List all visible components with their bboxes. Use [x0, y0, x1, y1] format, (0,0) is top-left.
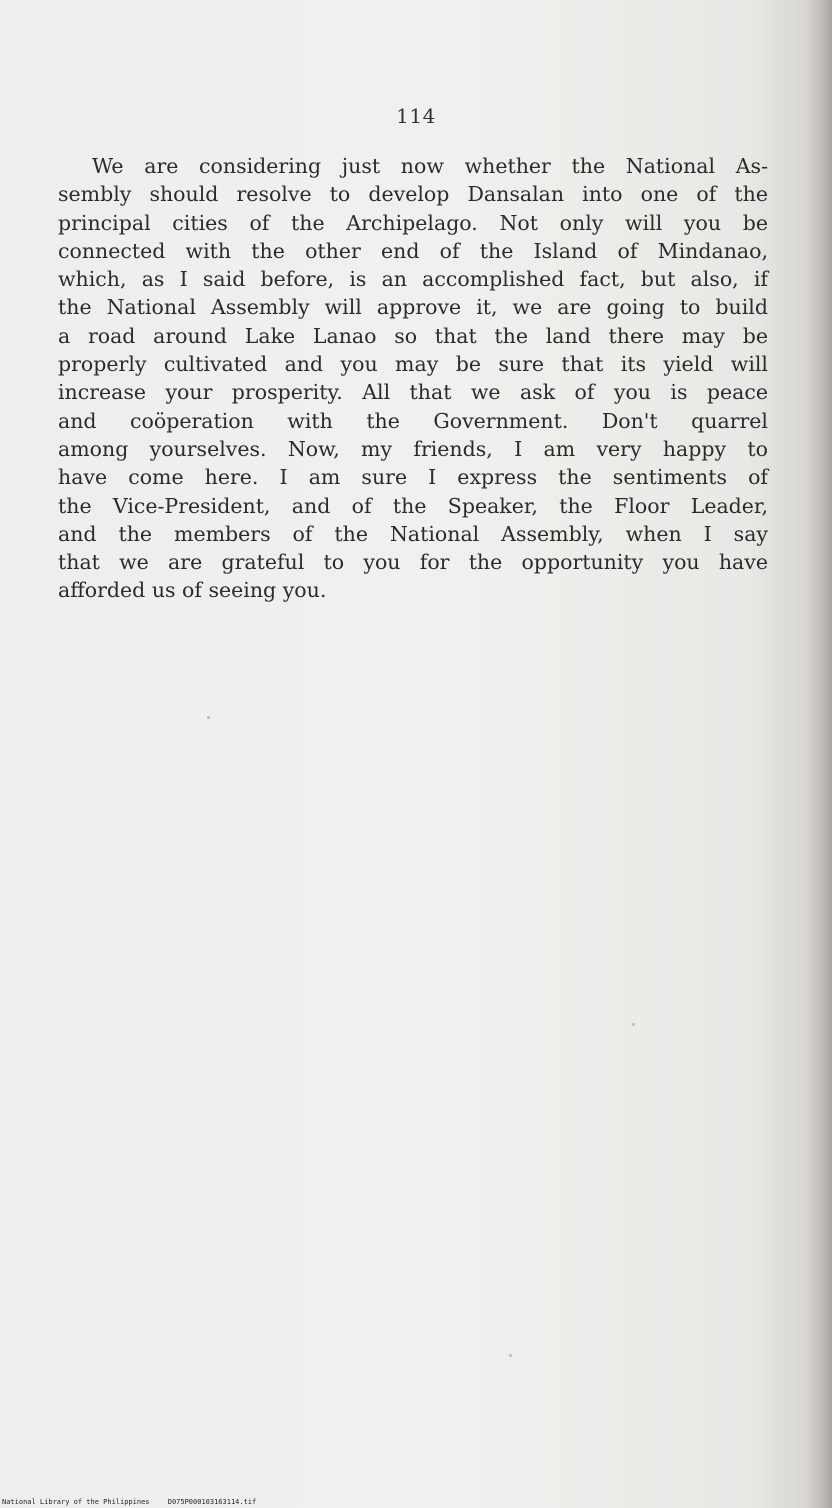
text-line: a road around Lake Lanao so that the land there may be	[58, 323, 768, 348]
library-name: National Library of the Philippines	[2, 1498, 150, 1506]
text-line: the National Assembly will approve it, we are going to build	[58, 295, 768, 320]
scan-caption	[2, 1498, 256, 1506]
body-paragraph	[58, 152, 768, 605]
text-line: and coöperation with the Government. Don't quarrel	[58, 408, 768, 433]
page-number: 114	[396, 104, 436, 128]
text-line: afforded us of seeing you.	[58, 578, 327, 603]
paper-speck	[632, 1023, 635, 1026]
scan-filename: D075P000103163114.tif	[167, 1498, 257, 1506]
text-line: which, as I said before, is an accomplished fact, but also, if	[58, 267, 768, 292]
text-line: properly cultivated and you may be sure that its yield will	[58, 352, 768, 377]
text-line: that we are grateful to you for the opportunity you have	[58, 550, 768, 575]
text-line: among yourselves. Now, my friends, I am very happy to	[58, 436, 768, 461]
page-edge-shadow	[806, 0, 832, 1508]
text-line: the Vice-President, and of the Speaker, the Floor Leader,	[58, 493, 768, 518]
text-line: We are considering just now whether the National As-	[92, 154, 768, 178]
text-line: connected with the other end of the Island of Mindanao,	[58, 238, 768, 263]
text-line: principal cities of the Archipelago. Not only will you be	[58, 210, 768, 235]
paper-speck	[207, 716, 210, 719]
text-line: increase your prosperity. All that we ask of you is peace	[58, 380, 768, 405]
paper-speck	[509, 1354, 512, 1357]
text-line: have come here. I am sure I express the sentiments of	[58, 465, 768, 490]
text-line: and the members of the National Assembly, when I say	[58, 521, 768, 546]
text-line: sembly should resolve to develop Dansalan into one of the	[58, 182, 768, 207]
